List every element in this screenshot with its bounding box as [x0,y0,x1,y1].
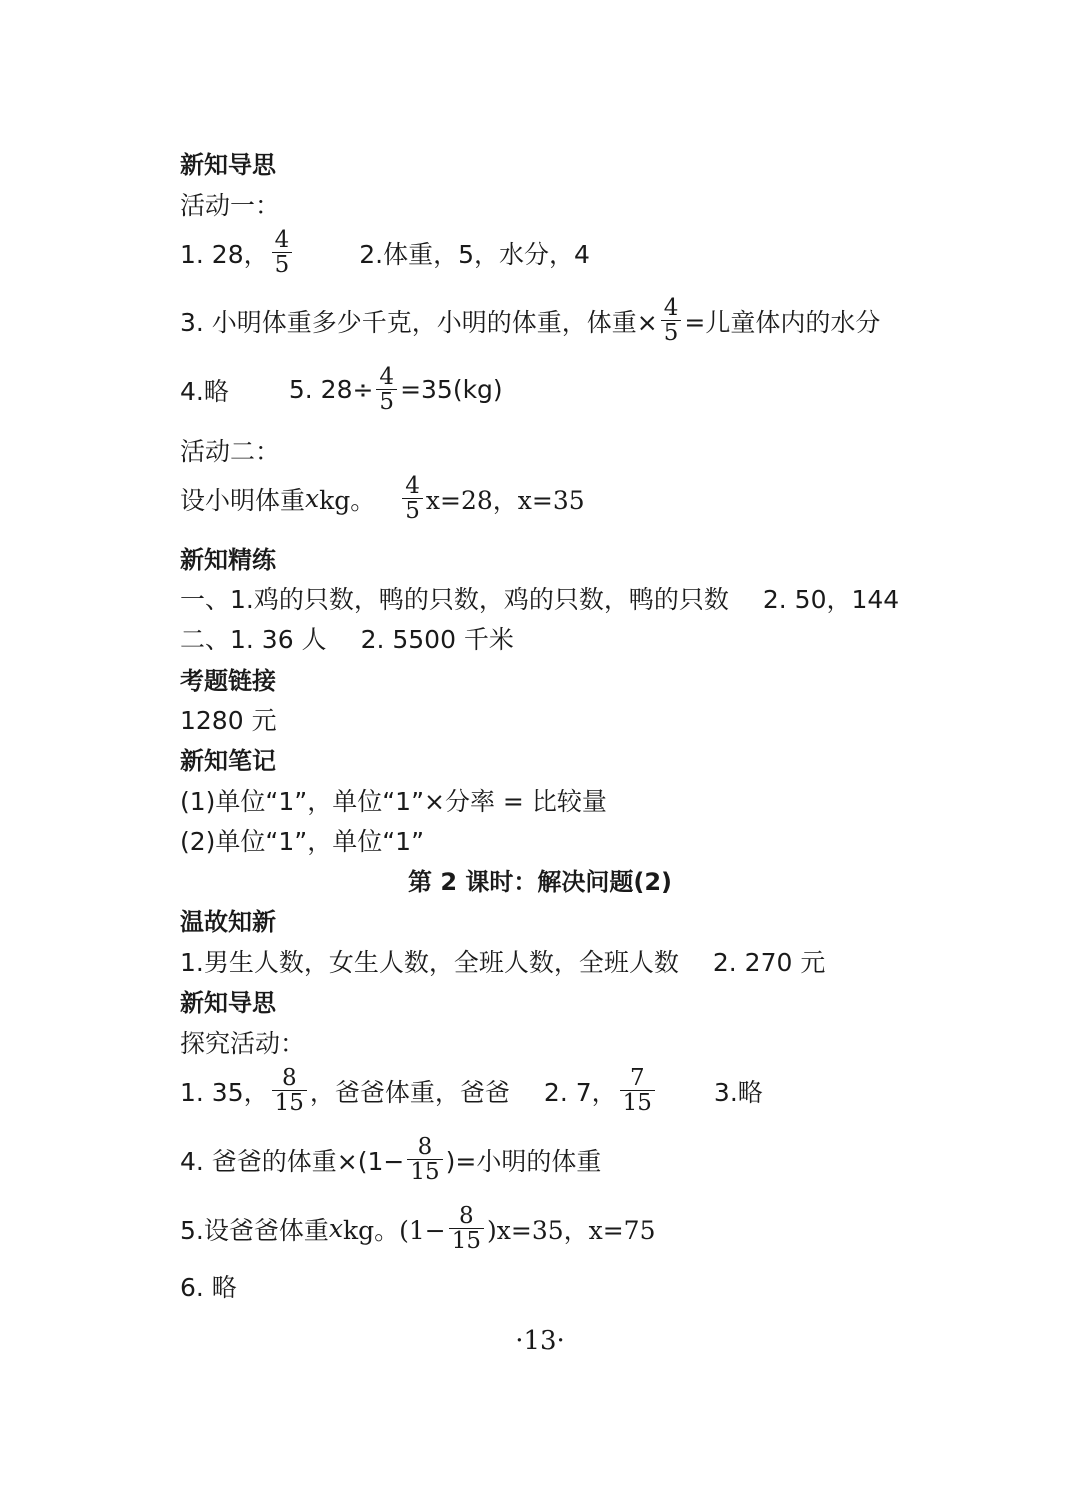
explore-4-b: )=小明的体重 [445,1146,602,1176]
heading-xinzhi-daosi-2: 新知导思 [180,989,276,1017]
practice-line-1 [180,580,899,616]
explore-line-5 [180,1204,656,1253]
answer-3-text: 3. 小明体重多少千克，小明的体重，体重× [180,307,658,337]
unit-kg: kg。 [319,485,376,515]
activity-one-label: 活动一： [180,191,281,220]
numerator: 8 [281,1065,297,1091]
numerator: 8 [417,1134,433,1160]
review-line [180,943,825,979]
variable-x: x [328,1214,343,1243]
denominator: 5 [376,389,397,414]
denominator: 15 [449,1228,484,1253]
fraction-4-5 [402,474,423,523]
note-line-1: (1)单位“1”，单位“1”×分率 = 比较量 [180,787,607,816]
explore-1: 1. 35， [180,1077,269,1107]
practice-2-1: 二、1. 36 人 [180,625,327,654]
explore-line-1 [180,1066,763,1115]
numerator: 4 [274,227,290,253]
page-number: ·13· [515,1326,565,1356]
practice-1-2: 2. 50，144 [762,585,900,614]
explore-4-a: 4. 爸爸的体重×(1− [180,1146,405,1176]
denominator: 5 [402,498,423,523]
numerator: 8 [459,1203,474,1229]
explore-1-rest: ，爸爸体重，爸爸 [309,1077,510,1107]
answer-line-1 [180,228,590,277]
denominator: 15 [407,1159,442,1184]
equation-setup: 设小明体重 [180,485,306,515]
practice-line-2 [180,620,514,656]
denominator: 5 [661,320,682,345]
explore-2: 2. 7， [543,1077,617,1107]
explore-5-a: 5.设爸爸体重 [180,1215,329,1245]
fraction-4-5 [376,365,397,414]
explore-label: 探究活动： [180,1029,306,1058]
numerator: 7 [629,1065,645,1091]
explore-line-4 [180,1135,601,1184]
review-1: 1.男生人数，女生人数，全班人数，全班人数 [180,948,679,977]
practice-1-1: 一、1.鸡的只数，鸭的只数，鸡的只数，鸭的只数 [180,585,729,614]
answer-1: 1. 28， [180,239,269,269]
numerator: 4 [379,364,395,390]
denominator: 15 [272,1090,307,1115]
denominator: 15 [620,1090,655,1115]
heading-xinzhi-jinglian: 新知精练 [180,546,276,574]
fraction-4-5 [661,296,682,345]
answer-line-3 [180,296,880,345]
answer-5: 5. 28÷ [288,375,374,404]
answer-2: 2.体重，5，水分，4 [359,239,590,269]
fraction-7-15 [620,1066,655,1115]
heading-wengu-zhixin: 温故知新 [180,908,276,936]
equation-solution: x=28，x=35 [425,485,585,515]
explore-3: 3.略 [713,1077,763,1107]
explore-5-solution: )x=35，x=75 [487,1215,656,1245]
lesson-title: 第 2 课时：解决问题(2) [407,868,673,896]
exam-answer: 1280 元 [180,706,277,735]
fraction-4-5 [272,228,293,277]
answer-line-4 [180,365,503,414]
numerator: 4 [663,295,679,321]
fraction-8-15 [272,1066,307,1115]
review-2: 2. 270 元 [712,948,826,977]
heading-xinzhi-biji: 新知笔记 [180,747,276,775]
answer-4: 4.略 [180,376,229,406]
numerator: 4 [405,473,420,499]
activity-two-label: 活动二： [180,437,281,466]
practice-2-2: 2. 5500 千米 [360,625,514,654]
note-line-2: (2)单位“1”，单位“1” [180,827,425,856]
answer-3-end: =儿童体内的水分 [684,307,881,337]
equation-line [180,474,585,523]
unit-kg: kg。(1− [342,1215,446,1245]
answer-5-result: =35(kg) [400,375,503,404]
heading-xinzhi-daosi: 新知导思 [180,151,276,179]
variable-x: x [305,484,320,513]
explore-line-6: 6. 略 [180,1273,237,1302]
heading-kaoti-lianjie: 考题链接 [180,667,276,695]
fraction-8-15 [407,1135,442,1184]
denominator: 5 [272,252,293,277]
fraction-8-15 [449,1204,484,1253]
